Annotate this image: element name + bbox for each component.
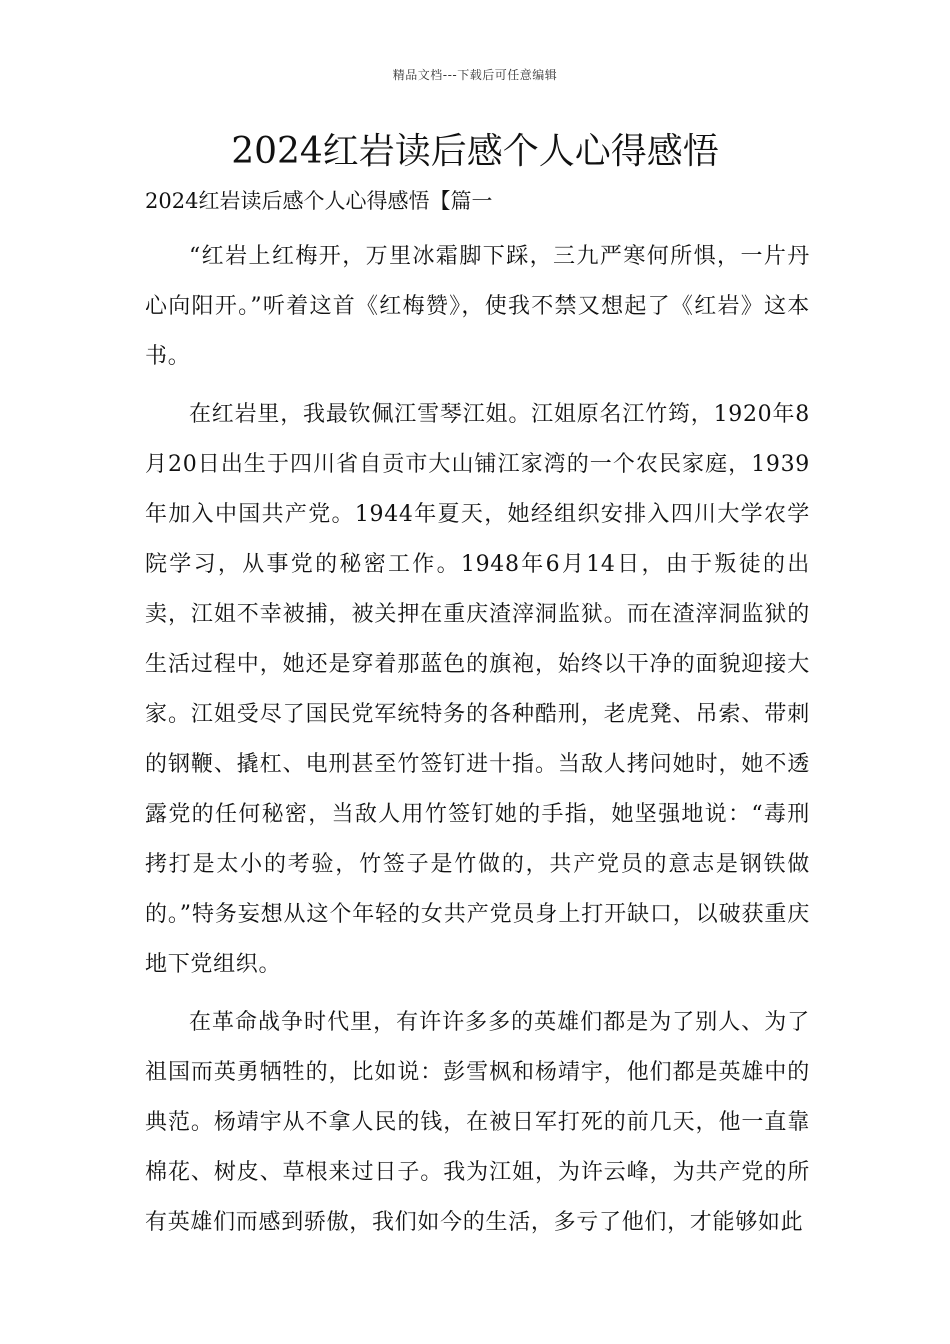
document-body (145, 184, 810, 1248)
paragraph-2: 在红岩里，我最钦佩江雪琴江姐。江姐原名江竹筠，1920年8月20日出生于四川省自贡市大山铺江家湾的一个农民家庭，1939年加入中国共产党。1944年夏天，她经组织安排入四川大学农学院学习，从事党的秘密工作。1948年6月14日，由于叛徒的出卖，江姐不幸被捕，被关押在重庆渣滓洞监狱。而在渣滓洞监狱的生活过程中，她还是穿着那蓝色的旗袍，始终以干净的面貌迎接大家。江姐受尽了国民党军统特务的各种酷刑，老虎凳、吊索、带刺的钢鞭、撬杠、电刑甚至竹签钉进十指。当敌人拷问她时，她不透露党的任何秘密，当敌人用竹签钉她的手指，她坚强地说：“毒刑拷打是太小的考验，竹签子是竹做的，共产党员的意志是钢铁做的。”特务妄想从这个年轻的女共产党员身上打开缺口，以破获重庆地下党组织。 (145, 402, 810, 977)
section-subtitle: 2024红岩读后感个人心得感悟【篇一 (145, 189, 493, 213)
document-title: 2024红岩读后感个人心得感悟 (231, 131, 719, 172)
header-note: 精品文档---下载后可任意编辑 (392, 68, 558, 82)
paragraph-1: “红岩上红梅开，万里冰霜脚下踩，三九严寒何所惧，一片丹心向阳开。”听着这首《红梅赞》，使我不禁又想起了《红岩》这本书。 (145, 244, 810, 369)
paragraph-3: 在革命战争时代里，有许许多多的英雄们都是为了别人、为了祖国而英勇牺牲的，比如说：彭雪枫和杨靖宇，他们都是英雄中的典范。杨靖宇从不拿人民的钱，在被日军打死的前几天，他一直靠棉花、树皮、草根来过日子。我为江姐，为许云峰，为共产党的所有英雄们而感到骄傲，我们如今的生活，多亏了他们，才能够如此 (145, 1010, 810, 1235)
